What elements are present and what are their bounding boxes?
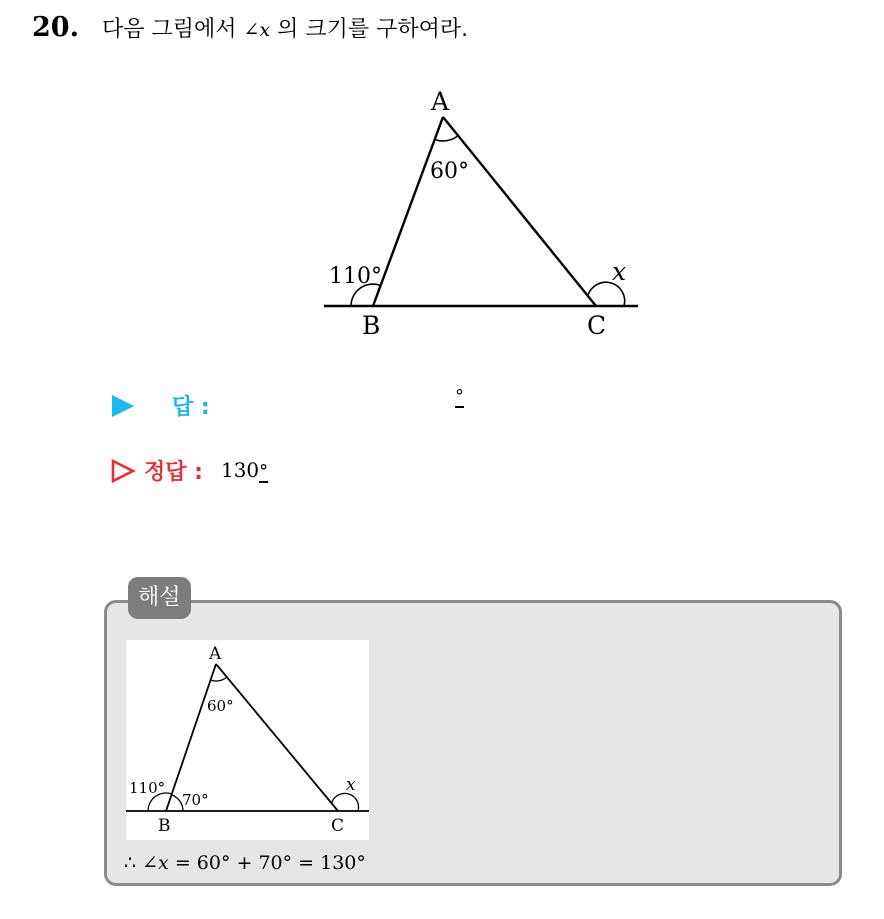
vertex-label-a: A — [431, 87, 450, 116]
solution-angle-label-b-interior: 70° — [182, 791, 209, 809]
angle-arc-a — [435, 136, 458, 141]
solution-side-ab — [166, 664, 216, 811]
solution-angle-arc-a — [211, 677, 227, 681]
question-angle-symbol: ∠x — [243, 19, 271, 41]
solution-angle-label-x: x — [346, 775, 356, 795]
solution-tag: 해설 — [128, 577, 191, 619]
solution-angle-label-b-exterior: 110° — [129, 779, 166, 797]
answer-label: 답 : — [172, 395, 210, 420]
answer-row — [110, 386, 464, 421]
question-text-before: 다음 그림에서 — [102, 17, 244, 42]
solution-angle-label-a: 60° — [207, 697, 234, 715]
solution-equation-lhs: ∠x — [142, 852, 169, 874]
solution-equation — [124, 852, 366, 874]
correct-answer-unit: ° — [259, 461, 269, 482]
correct-answer-number: 130 — [220, 458, 260, 482]
correct-answer-row — [110, 455, 268, 486]
side-ab — [373, 117, 443, 306]
angle-label-x: x — [612, 257, 627, 286]
side-ac — [443, 117, 596, 306]
angle-label-a: 60° — [430, 159, 469, 184]
answer-blank-unit: ° — [455, 386, 464, 407]
vertex-label-c: C — [587, 311, 607, 340]
correct-answer-label: 정답 : — [144, 460, 203, 485]
solution-triangle-figure — [126, 640, 369, 840]
answer-blank[interactable] — [455, 386, 464, 408]
angle-label-b-exterior: 110° — [329, 264, 382, 289]
correct-answer-value — [221, 458, 268, 483]
solution-vertex-label-c: C — [331, 816, 345, 836]
vertex-label-b: B — [362, 311, 381, 340]
answer-arrow-icon — [112, 395, 134, 417]
solution-equation-rhs: = 60° + 70° = 130° — [168, 852, 366, 874]
triangle-figure — [0, 0, 884, 360]
solution-vertex-label-a: A — [209, 644, 222, 664]
question-number: 20. — [32, 12, 79, 43]
solution-vertex-label-b: B — [158, 816, 171, 836]
solution-figure — [126, 640, 369, 840]
therefore-symbol: ∴ — [124, 852, 143, 874]
question-text-after: 의 크기를 구하여라. — [270, 17, 469, 42]
solution-side-ac — [216, 664, 338, 811]
correct-arrow-icon — [110, 458, 136, 484]
